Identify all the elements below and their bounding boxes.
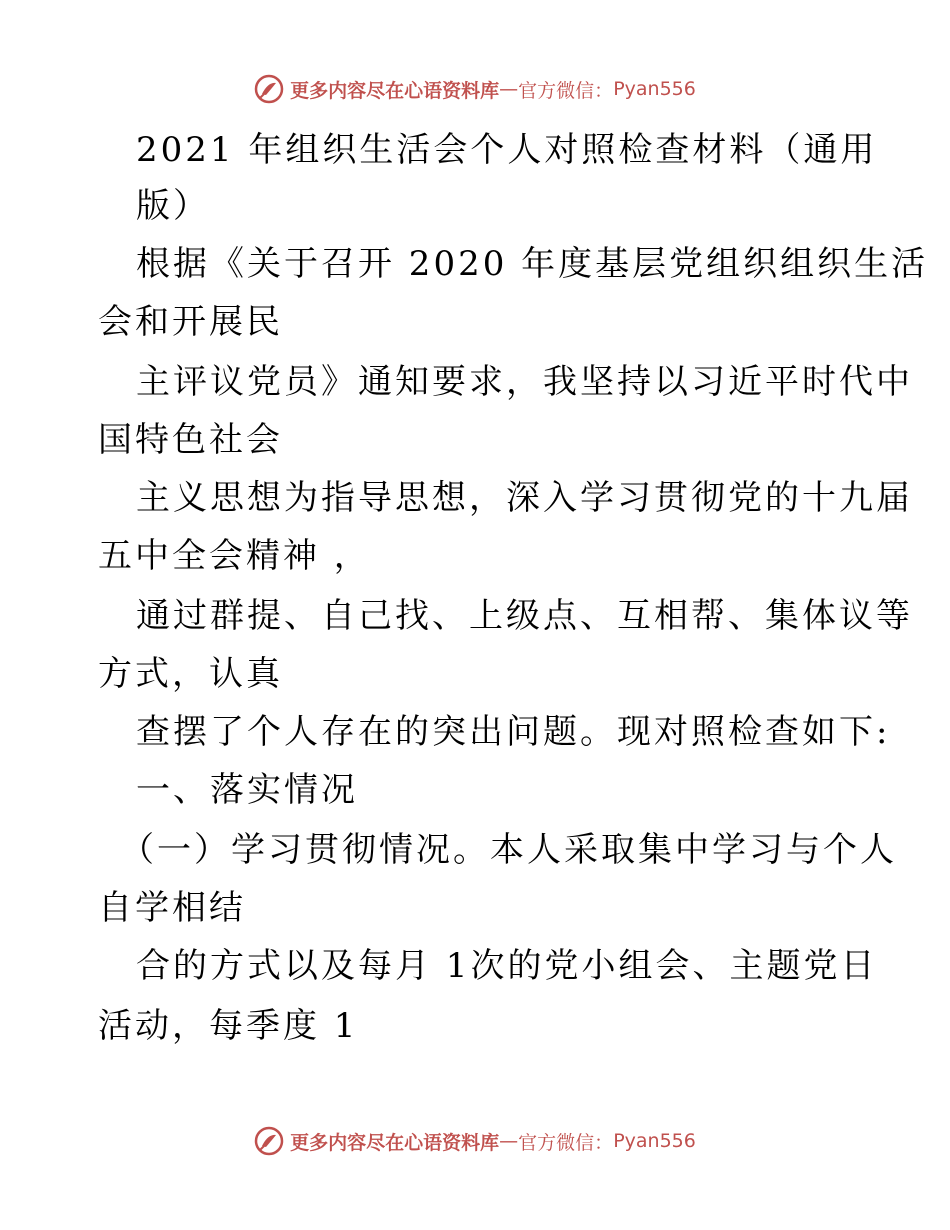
doc-line: 通过群提、自己找、上级点、互相帮、集体议等 — [136, 596, 913, 636]
logo-icon — [254, 74, 284, 104]
banner-wechat-label: 官方微信： — [518, 1131, 614, 1154]
doc-line-title-2: 版） — [136, 186, 210, 226]
logo-icon — [254, 1126, 284, 1156]
banner-wechat-label: 官方微信： — [518, 79, 614, 102]
banner-wechat-id: Pyan556 — [613, 1130, 696, 1152]
doc-line: 会和开展民 — [98, 302, 283, 342]
doc-line: （一）学习贯彻情况。本人采取集中学习与个人 — [120, 830, 897, 870]
doc-line: 方式，认真 — [98, 654, 283, 694]
doc-line: 五中全会精神 ， — [98, 536, 371, 576]
doc-line: 查摆了个人存在的突出问题。现对照检查如下: — [136, 712, 891, 752]
doc-line: 合的方式以及每月 1次的党小组会、主题党日 — [136, 946, 878, 986]
doc-line: 国特色社会 — [98, 420, 283, 460]
banner-dash: — — [499, 78, 519, 100]
banner-text-main: 更多内容尽在心语资料库 — [290, 1131, 500, 1154]
banner-dash: — — [499, 1130, 519, 1152]
doc-line: 根据《关于召开 2020 年度基层党组织组织生活 — [136, 244, 929, 284]
doc-line-title-1: 2021 年组织生活会个人对照检查材料（通用 — [136, 130, 878, 170]
banner-text-main: 更多内容尽在心语资料库 — [290, 79, 500, 102]
banner-wechat-id: Pyan556 — [613, 78, 696, 100]
doc-line: 活动，每季度 1 — [98, 1006, 359, 1046]
doc-line-heading: 一、落实情况 — [136, 770, 358, 810]
header-banner — [0, 74, 950, 104]
footer-banner — [0, 1126, 950, 1156]
doc-line: 主评议党员》通知要求，我坚持以习近平时代中 — [136, 362, 913, 402]
doc-line: 自学相结 — [98, 888, 246, 928]
doc-line: 主义思想为指导思想，深入学习贯彻党的十九届 — [136, 478, 913, 518]
